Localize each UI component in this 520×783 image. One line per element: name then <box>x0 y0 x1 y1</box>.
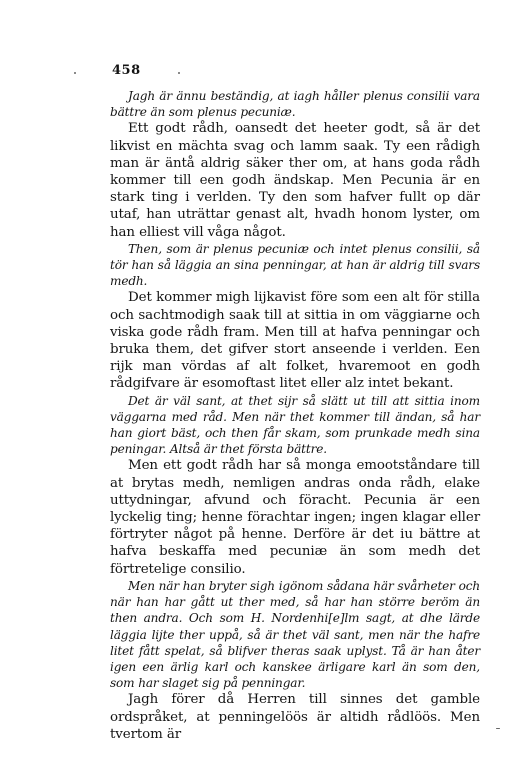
print-speck <box>178 72 180 74</box>
verse-paragraph: Men när han bryter sigh igönom sådana här svårheter och när han har gått ut ther med, så har han större beröm än then andra. Och som H. Nordenhi[e]lm sagt, at dhe lärde läggia lijte ther uppå, så är thet väl sant, men när the hafre litet fått spelat, så blifver theras saak uplyst. Tå är han åter igen een ärlig karl och kanskee ärligare karl än som den, som har slaget sig på penningar. <box>110 578 480 691</box>
print-speck <box>74 72 76 74</box>
prose-paragraph: Det kommer migh lijkavist före som een alt för stilla och sachtmodigh saak till at sittia in om väggiarne och viska gode rådh fram. Men till at hafva penningar och bruka them, det gifver stort anseende i verlden. Een rijk man vördas af alt folket, hvaremoot en godh rådgifvare är esomoftast litet eller alz intet bekant. <box>110 290 480 392</box>
prose-paragraph: Ett godt rådh, oansedt det heeter godt, så är det likvist en mächta svag och lamm saak. Ty een rådigh man är äntå aldrig säker ther om, at hans goda rådh kommer till een godh ändskap. Men Pecunia är en stark ting i verlden. Ty den som hafver fullt op där utaf, han uträttar genast alt, hvadh honom lyster, om han elliest vill våga något. <box>110 121 480 240</box>
verse-paragraph: Jagh är ännu beständig, at iagh håller plenus consilii vara bättre än som plenus pecuniæ. <box>110 89 480 120</box>
page-body <box>110 88 480 743</box>
prose-paragraph: Jagh förer då Herren till sinnes det gamble ordspråket, at penningelöös är altidh rådlöös. Men tvertom är <box>110 692 480 742</box>
print-speck <box>496 728 500 729</box>
verse-paragraph: Then, som är plenus pecuniæ och intet plenus consilii, så tör han så läggia an sina penningar, at han är aldrig till svars medh. <box>110 241 480 289</box>
verse-paragraph: Det är väl sant, at thet sijr så slätt ut till att sittia inom väggarna med råd. Men när thet kommer till ändan, så har han giort bäst, och then får skam, som prunkade medh sina peningar. Altså är thet första bättre. <box>110 393 480 457</box>
prose-paragraph: Men ett godt rådh har så monga emootståndare till at brytas medh, nemligen andras onda rådh, elake uttydningar, afvund och föracht. Pecunia är een lyckelig ting; henne förachtar ingen; ingen klagar eller förtryter något på henne. Derföre är det iu bättre at hafva beskaffa med pecuniæ än som medh det förtretelige consilio. <box>110 458 480 577</box>
page-number: 458 <box>112 63 141 78</box>
